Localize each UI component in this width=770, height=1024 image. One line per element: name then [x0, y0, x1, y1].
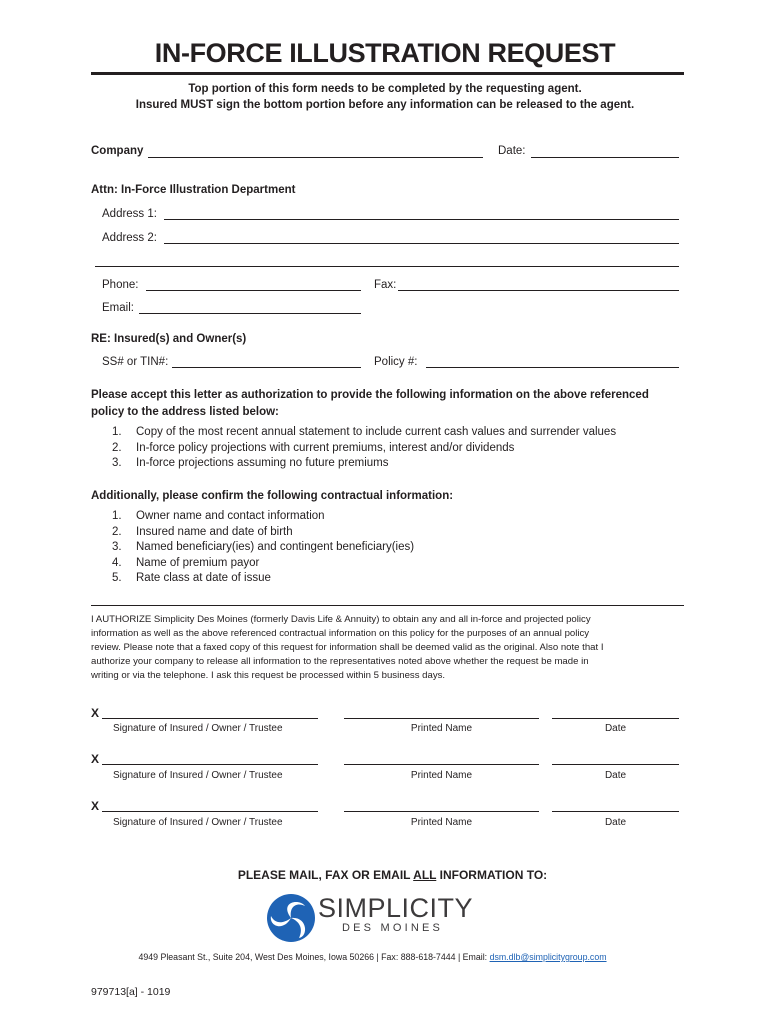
authorization-heading-line-2: policy to the address listed below:	[91, 406, 279, 418]
authorization-heading-line-1: Please accept this letter as authorization to provide the following information on the above referenced	[91, 389, 649, 401]
section-divider	[91, 605, 684, 606]
intro-line-1: Top portion of this form needs to be completed by the requesting agent.	[188, 83, 582, 95]
list-item: 3. Named beneficiary(ies) and contingent beneficiary(ies)	[112, 541, 415, 554]
company-label: Company	[91, 145, 144, 157]
list-item: 3. In-force projections assuming no future premiums	[112, 457, 389, 470]
printed-name-caption: Printed Name	[410, 770, 473, 781]
list-item: 2. Insured name and date of birth	[112, 525, 293, 538]
printed-name-field[interactable]	[344, 764, 539, 765]
swirl-logo-icon	[265, 892, 317, 944]
address3-field[interactable]	[95, 266, 679, 267]
list-item: 1. Copy of the most recent annual statement to include current cash values and surrender values	[112, 426, 617, 438]
address2-label: Address 2:	[102, 232, 157, 244]
ssn-field[interactable]	[172, 367, 361, 368]
signature-caption: Signature of Insured / Owner / Trustee	[113, 770, 283, 781]
form-number: 979713[a] - 1019	[91, 986, 171, 998]
printed-name-field[interactable]	[344, 811, 539, 812]
address1-field[interactable]	[164, 219, 679, 220]
phone-field[interactable]	[146, 290, 361, 291]
date-caption: Date	[604, 817, 627, 828]
signature-field[interactable]	[102, 718, 318, 719]
mail-instructions: PLEASE MAIL, FAX OR EMAIL ALL INFORMATION TO:	[237, 868, 548, 882]
date-label: Date:	[498, 145, 526, 157]
email-link[interactable]: dsm.dlb@simplicitygroup.com	[489, 952, 607, 962]
signature-caption: Signature of Insured / Owner / Trustee	[113, 817, 283, 828]
date-caption: Date	[604, 723, 627, 734]
policy-field[interactable]	[426, 367, 679, 368]
signature-caption: Signature of Insured / Owner / Trustee	[113, 723, 283, 734]
address1-label: Address 1:	[102, 208, 157, 220]
email-label: Email:	[102, 302, 134, 314]
email-field[interactable]	[139, 313, 361, 314]
policy-label: Policy #:	[374, 356, 418, 368]
address2-field[interactable]	[164, 243, 679, 244]
authorization-line: writing or via the telephone. I ask this request be processed within 5 business days.	[91, 670, 446, 681]
logo-subtitle: DES MOINES	[342, 922, 444, 934]
printed-name-field[interactable]	[344, 718, 539, 719]
logo-wordmark: SIMPLICITY	[318, 893, 474, 923]
mail-emphasis: ALL	[413, 868, 437, 882]
signature-date-field[interactable]	[552, 718, 679, 719]
signature-date-field[interactable]	[552, 764, 679, 765]
fax-label: Fax:	[374, 279, 397, 291]
intro-line-2: Insured MUST sign the bottom portion before any information can be released to the agent.	[135, 99, 635, 111]
authorization-line: information as well as the above referenced contractual information on this policy for the purposes of an annual policy	[91, 628, 590, 639]
printed-name-caption: Printed Name	[410, 817, 473, 828]
list-item: 1. Owner name and contact information	[112, 510, 325, 522]
re-heading: RE: Insured(s) and Owner(s)	[91, 333, 247, 345]
contractual-heading: Additionally, please confirm the following contractual information:	[91, 490, 454, 502]
list-item: 5. Rate class at date of issue	[112, 572, 271, 585]
date-field[interactable]	[531, 157, 679, 158]
phone-label: Phone:	[102, 279, 139, 291]
authorization-heading	[91, 387, 691, 421]
signature-x-mark: X	[91, 799, 100, 813]
attn-label: Attn: In-Force Illustration Department	[91, 184, 296, 196]
page-title: IN-FORCE ILLUSTRATION REQUEST	[154, 38, 616, 68]
fax-field[interactable]	[398, 290, 679, 291]
footer-contact: 4949 Pleasant St., Suite 204, West Des Moines, Iowa 50266 | Fax: 888-618-7444 | Email: dsm.dlb@simplicitygroup.com	[138, 952, 607, 962]
ssn-label: SS# or TIN#:	[102, 356, 169, 368]
company-field[interactable]	[148, 157, 483, 158]
list-item: 2. In-force policy projections with current premiums, interest and/or dividends	[112, 441, 515, 454]
list-item: 4. Name of premium payor	[112, 556, 260, 569]
authorization-statement	[91, 613, 675, 683]
signature-x-mark: X	[91, 752, 100, 766]
signature-x-mark: X	[91, 706, 100, 720]
authorization-line: authorize your company to release all information to the representatives noted above whether the request be made in	[91, 656, 589, 667]
signature-date-field[interactable]	[552, 811, 679, 812]
date-caption: Date	[604, 770, 627, 781]
requested-info-list	[112, 425, 616, 472]
printed-name-caption: Printed Name	[410, 723, 473, 734]
title-divider	[91, 72, 684, 75]
signature-field[interactable]	[102, 764, 318, 765]
signature-field[interactable]	[102, 811, 318, 812]
authorization-line: review. Please note that a faxed copy of this request for information shall be deemed valid as the original. Also note that I	[91, 642, 604, 653]
contractual-info-list	[112, 509, 414, 587]
authorization-line: I AUTHORIZE Simplicity Des Moines (formerly Davis Life & Annuity) to obtain any and all in-force and projected policy	[91, 614, 591, 625]
